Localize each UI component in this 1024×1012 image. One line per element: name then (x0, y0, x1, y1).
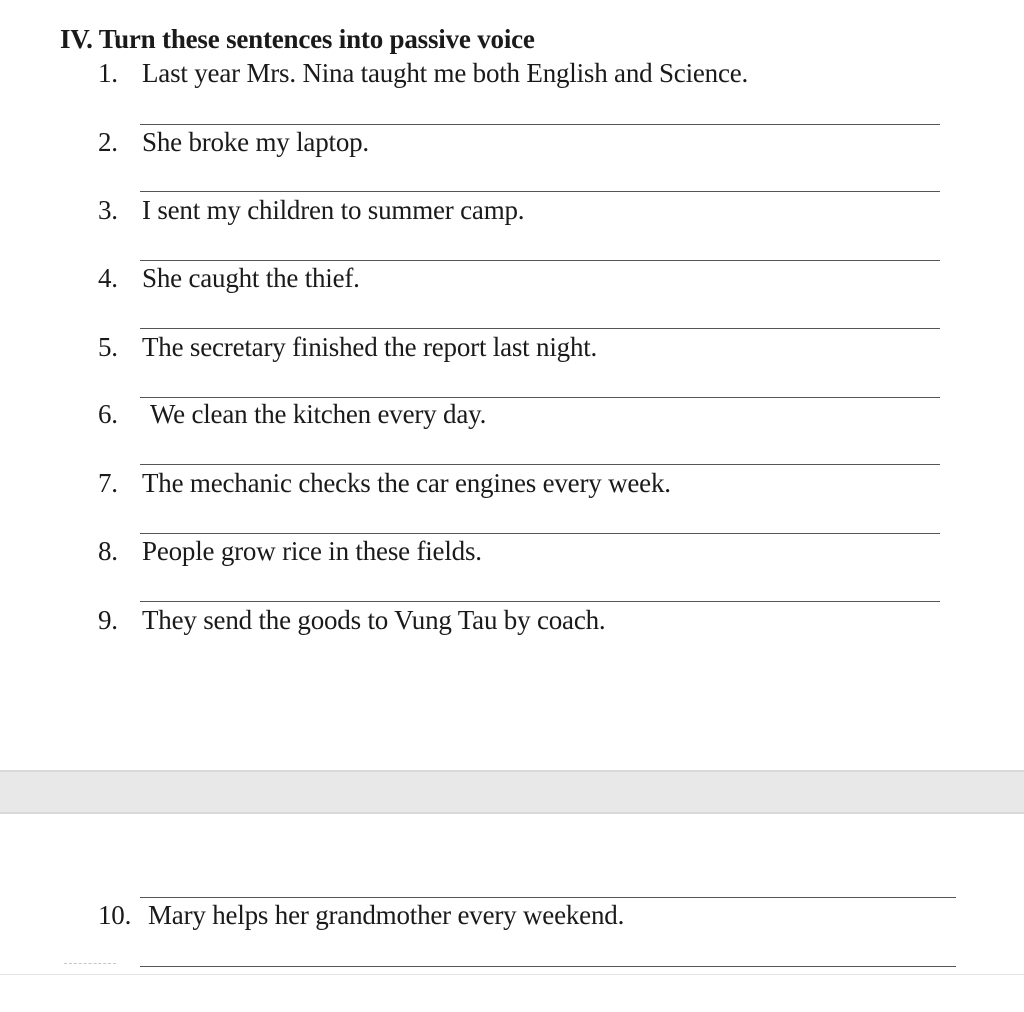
item-sentence: She caught the thief. (142, 263, 360, 293)
document-page-2 (0, 814, 1024, 1012)
item-number: 6. (98, 399, 118, 429)
item-number: 8. (98, 536, 118, 566)
item-number: 2. (98, 127, 118, 157)
item-sentence: The secretary finished the report last night. (142, 332, 598, 362)
answer-line-9[interactable] (140, 897, 956, 898)
item-sentence: People grow rice in these fields. (142, 536, 482, 566)
answer-line-1[interactable] (140, 124, 940, 125)
exercise-item-4 (98, 263, 360, 294)
page-break-gap (0, 770, 1024, 814)
item-sentence: Mary helps her grandmother every weekend. (148, 900, 625, 930)
answer-line-8[interactable] (140, 601, 940, 602)
exercise-item-10 (98, 900, 624, 931)
answer-line-2[interactable] (140, 191, 940, 192)
answer-line-5[interactable] (140, 397, 940, 398)
answer-line-10[interactable] (140, 966, 956, 967)
answer-line-3[interactable] (140, 260, 940, 261)
item-sentence: The mechanic checks the car engines every week. (142, 468, 671, 498)
item-sentence: I sent my children to summer camp. (142, 195, 525, 225)
exercise-item-6 (98, 399, 486, 430)
item-sentence: Last year Mrs. Nina taught me both English and Science. (142, 58, 749, 88)
item-number: 5. (98, 332, 118, 362)
item-sentence: She broke my laptop. (142, 127, 369, 157)
item-number: 3. (98, 195, 118, 225)
item-number: 4. (98, 263, 118, 293)
exercise-item-3 (98, 195, 524, 226)
item-sentence: They send the goods to Vung Tau by coach. (142, 605, 606, 635)
exercise-item-5 (98, 332, 597, 363)
answer-line-6[interactable] (140, 464, 940, 465)
exercise-item-2 (98, 127, 369, 158)
page-bottom-rule (0, 974, 1024, 975)
item-number: 1. (98, 58, 118, 88)
item-number: 7. (98, 468, 118, 498)
item-number: 10. (98, 900, 132, 930)
item-number: 9. (98, 605, 118, 635)
answer-line-4[interactable] (140, 328, 940, 329)
exercise-item-7 (98, 468, 671, 499)
exercise-heading: IV. Turn these sentences into passive voice (60, 24, 535, 54)
item-sentence: We clean the kitchen every day. (150, 399, 487, 429)
faint-dashed-mark (64, 963, 116, 964)
answer-line-7[interactable] (140, 533, 940, 534)
exercise-item-9 (98, 605, 605, 636)
exercise-item-8 (98, 536, 482, 567)
exercise-item-1 (98, 58, 748, 89)
